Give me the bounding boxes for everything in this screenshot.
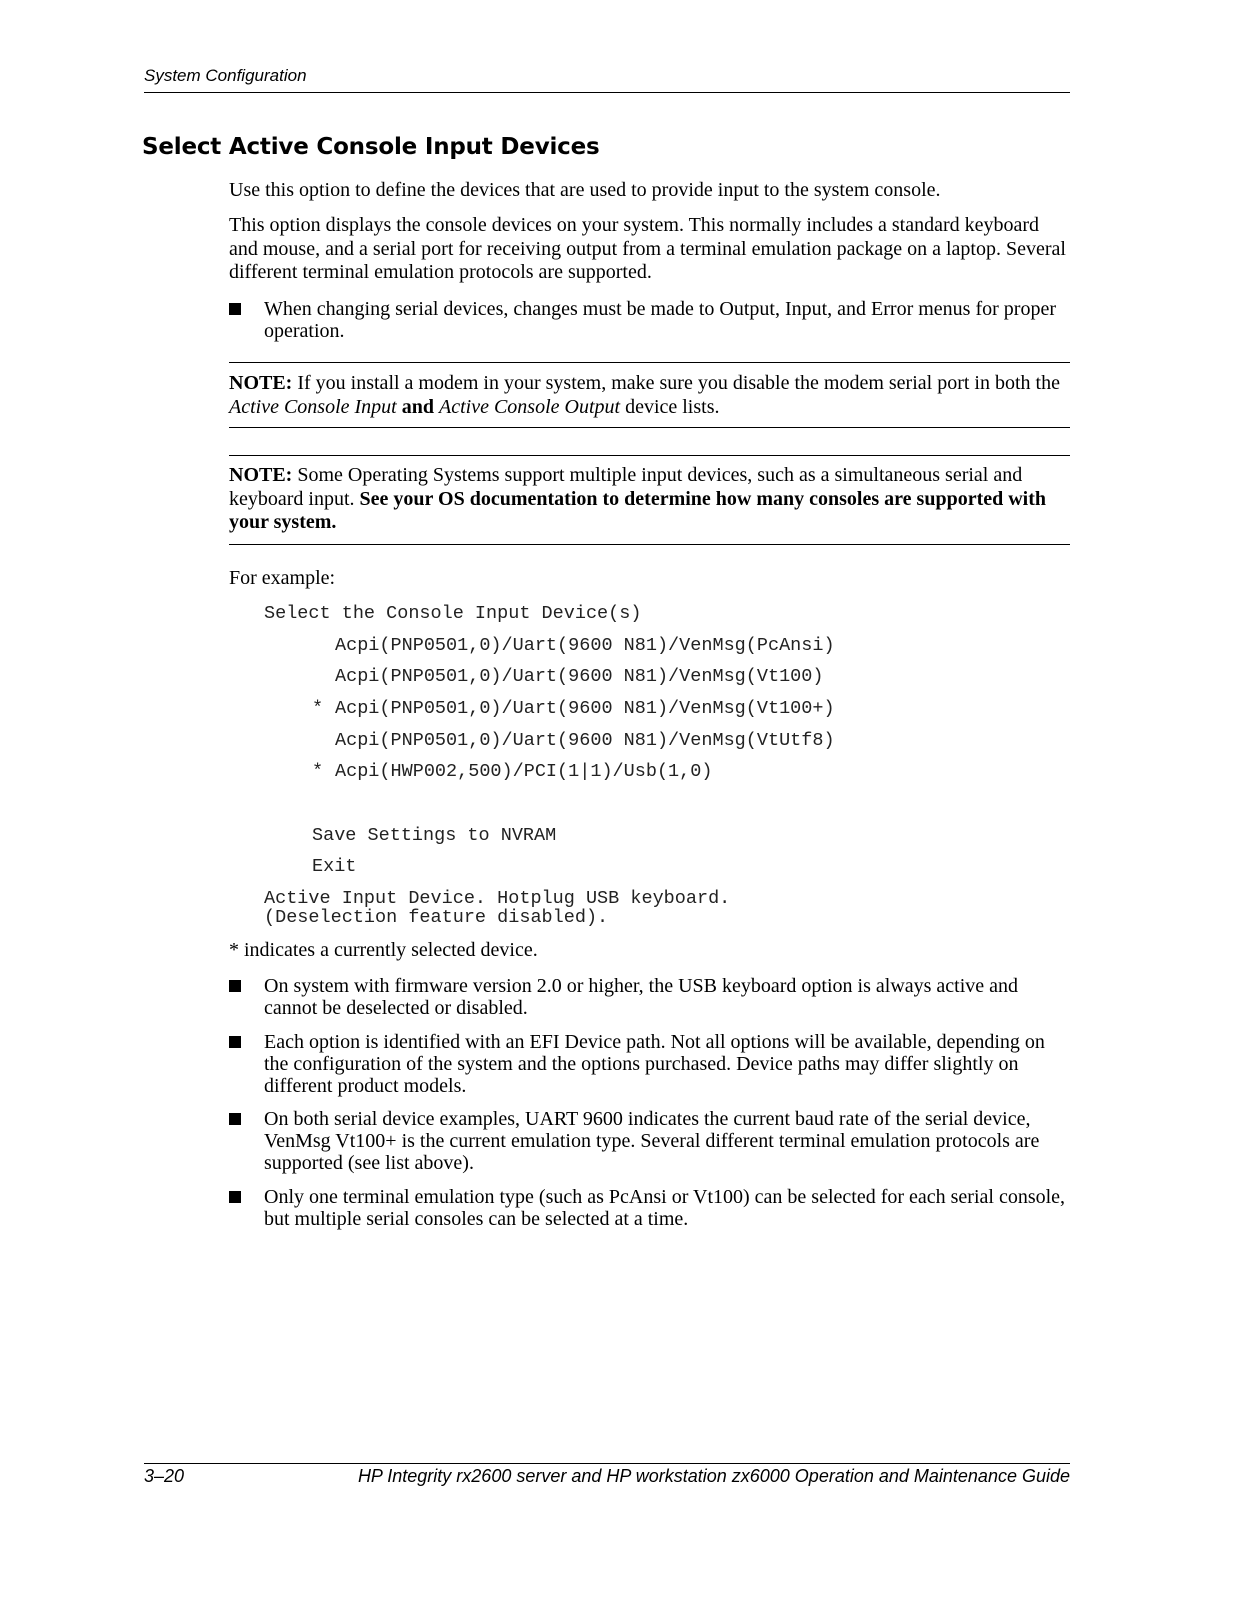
- console-menu-title: Select the Console Input Device(s): [264, 603, 642, 624]
- note-label: NOTE:: [229, 372, 293, 394]
- guide-title: HP Integrity rx2600 server and HP workstation zx6000 Operation and Maintenance Guide: [357, 1466, 1070, 1486]
- console-status-line: (Deselection feature disabled).: [264, 907, 609, 928]
- device-path: Acpi(PNP0501,0)/Uart(9600 N81)/VenMsg(PcAnsi): [335, 635, 835, 656]
- bullet-text: On both serial device examples, UART 9600 indicates the current baud rate of the serial device, VenMsg Vt100+ is the current emulation type. Several different terminal emulation protocols are supported (see list above).: [264, 1108, 1040, 1174]
- note2-bottom-rule: [229, 544, 1070, 545]
- selected-marker: *: [312, 761, 324, 782]
- indicator-note: * indicates a currently selected device.: [229, 939, 538, 961]
- intro-paragraph-1: Use this option to define the devices that are used to provide input to the system console.: [229, 179, 941, 201]
- note-modem: NOTE: If you install a modem in your system, make sure you disable the modem serial port in both the Active Console Input and Active Console Output device lists.: [229, 372, 1060, 418]
- selected-marker: *: [312, 698, 324, 719]
- device-path: Acpi(PNP0501,0)/Uart(9600 N81)/VenMsg(Vt100): [335, 666, 824, 687]
- bullet-efi-path: [229, 1031, 1071, 1097]
- bullet-square-icon: [229, 1036, 241, 1048]
- note1-bottom-rule: [229, 427, 1070, 428]
- note-label: NOTE:: [229, 464, 293, 486]
- note-multiple-input: NOTE: Some Operating Systems support multiple input devices, such as a simultaneous serial and keyboard input. See your OS documentation to determine how many consoles are supported with your system.: [229, 464, 1047, 533]
- bullet-text: Each option is identified with an EFI Device path. Not all options will be available, depending on the configuration of the system and the options purchased. Device paths may differ slightly on different product models.: [264, 1031, 1045, 1097]
- bullet-text: When changing serial devices, changes must be made to Output, Input, and Error menus for proper operation.: [264, 298, 1056, 342]
- device-path: Acpi(HWP002,500)/PCI(1|1)/Usb(1,0): [335, 761, 713, 782]
- device-path: Acpi(PNP0501,0)/Uart(9600 N81)/VenMsg(Vt100+): [335, 698, 835, 719]
- note2-top-rule: [229, 455, 1070, 456]
- bullet-text: On system with firmware version 2.0 or higher, the USB keyboard option is always active and cannot be deselected or disabled.: [264, 975, 1019, 1019]
- bullet-usb-keyboard: [229, 975, 1071, 1019]
- bullet-text: Only one terminal emulation type (such as PcAnsi or Vt100) can be selected for each serial console, but multiple serial consoles can be selected at a time.: [264, 1186, 1066, 1230]
- note1-top-rule: [229, 362, 1070, 363]
- bullet-square-icon: [229, 303, 241, 315]
- bullet-emulation-type: [229, 1186, 1071, 1230]
- bullet-square-icon: [229, 1191, 241, 1203]
- bullet-square-icon: [229, 1113, 241, 1125]
- bullet-uart: [229, 1108, 1071, 1174]
- bullet-serial-devices: [229, 298, 1071, 342]
- header-rule: [144, 92, 1070, 93]
- save-settings-option: Save Settings to NVRAM: [312, 825, 557, 846]
- console-status-line: Active Input Device. Hotplug USB keyboard.: [264, 888, 731, 909]
- intro-paragraph-2: This option displays the console devices on your system. This normally includes a standard keyboard and mouse, and a serial port for receiving output from a terminal emulation package on a laptop. Several different terminal emulation protocols are supported.: [229, 214, 1066, 283]
- running-head: System Configuration: [144, 66, 307, 85]
- footer-rule: [144, 1463, 1070, 1464]
- example-lead: For example:: [229, 567, 336, 589]
- page-number: 3–20: [144, 1466, 185, 1486]
- device-path: Acpi(PNP0501,0)/Uart(9600 N81)/VenMsg(VtUtf8): [335, 730, 835, 751]
- exit-option: Exit: [312, 856, 357, 877]
- section-title: Select Active Console Input Devices: [142, 134, 600, 160]
- bullet-square-icon: [229, 980, 241, 992]
